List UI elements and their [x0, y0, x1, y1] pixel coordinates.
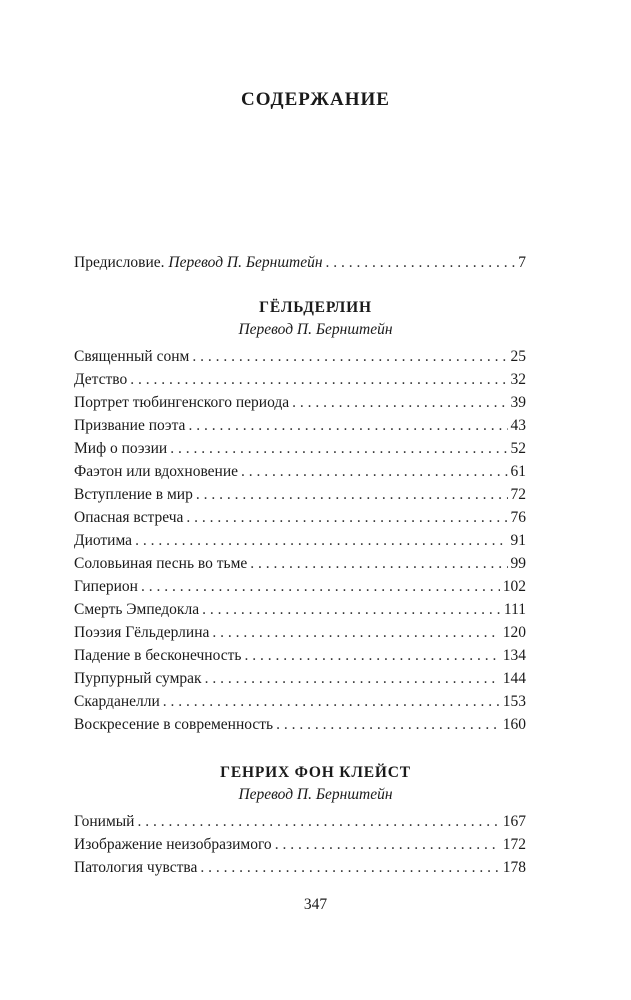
dot-leader — [170, 437, 507, 460]
dot-leader — [212, 621, 499, 644]
toc-entry[interactable] — [74, 575, 526, 598]
toc-entry-page: 76 — [510, 509, 526, 526]
toc-entry-title: Детство — [74, 371, 128, 388]
toc-entry-title: Вступление в мир — [74, 486, 193, 503]
toc-entry-title: Воскресение в современность — [74, 716, 274, 733]
dot-leader — [202, 598, 501, 621]
toc-entry-page: 102 — [502, 578, 526, 595]
dot-leader — [276, 713, 500, 736]
toc-entry[interactable] — [74, 621, 526, 644]
page-number: 347 — [303, 896, 328, 913]
toc-entry-page: 172 — [502, 836, 526, 853]
toc-entry[interactable] — [74, 552, 526, 575]
toc-entry-title: Призвание поэта — [74, 417, 186, 434]
toc-entry-title: Гонимый — [74, 813, 135, 830]
dot-leader — [326, 251, 516, 274]
toc-entry-page: 111 — [503, 601, 526, 618]
toc-entry[interactable] — [74, 391, 526, 414]
toc-entry-title: Священный сонм — [74, 348, 190, 365]
dot-leader — [292, 391, 507, 414]
dot-leader — [163, 690, 500, 713]
toc-entry-title: Изображение неизобразимого — [74, 836, 272, 853]
toc-entry-title: Опасная встреча — [74, 509, 184, 526]
section-title: ГЁЛЬДЕРЛИН — [259, 299, 372, 316]
toc-entry[interactable] — [74, 713, 526, 736]
toc-entry-page: 134 — [502, 647, 526, 664]
toc-entry[interactable] — [74, 598, 526, 621]
toc-entry-title: Соловьиная песнь во тьме — [74, 555, 248, 572]
section-title: ГЕНРИХ ФОН КЛЕЙСТ — [220, 764, 411, 781]
dot-leader — [241, 460, 507, 483]
dot-leader — [130, 368, 507, 391]
dot-leader — [141, 575, 500, 598]
toc-entry-page: 61 — [510, 463, 526, 480]
toc-entry[interactable] — [74, 437, 526, 460]
dot-leader — [188, 414, 507, 437]
toc-preface — [74, 251, 526, 274]
toc-entry-page: 32 — [510, 371, 526, 388]
toc-entry[interactable] — [74, 690, 526, 713]
toc-entry-page: 25 — [510, 348, 526, 365]
toc-section-holderlin — [74, 345, 526, 736]
toc-entry[interactable] — [74, 483, 526, 506]
dot-leader — [135, 529, 507, 552]
toc-entry-page: 91 — [510, 532, 526, 549]
toc-entry[interactable] — [74, 414, 526, 437]
toc-entry-title: Фаэтон или вдохновение — [74, 463, 239, 480]
page-title: СОДЕРЖАНИЕ — [241, 89, 390, 110]
toc-entry-page: 153 — [502, 693, 526, 710]
toc-entry-page: 120 — [502, 624, 526, 641]
dot-leader — [196, 483, 508, 506]
toc-entry[interactable] — [74, 667, 526, 690]
toc-entry-title: Скарданелли — [74, 693, 160, 710]
toc-entry-title: Падение в бесконечность — [74, 647, 242, 664]
toc-entry-page: 178 — [502, 859, 526, 876]
section-translator: Перевод П. Бернштейн — [238, 786, 393, 803]
toc-entry[interactable] — [74, 345, 526, 368]
toc-entry-title: Предисловие. Перевод П. Бернштейн — [74, 254, 323, 271]
toc-entry[interactable] — [74, 810, 526, 833]
toc-entry-title: Портрет тюбингенского периода — [74, 394, 290, 411]
toc-entry-title: Диотима — [74, 532, 133, 549]
dot-leader — [200, 856, 499, 879]
toc-entry-page: 43 — [510, 417, 526, 434]
dot-leader — [250, 552, 507, 575]
dot-leader — [275, 833, 500, 856]
toc-entry[interactable] — [74, 368, 526, 391]
dot-leader — [244, 644, 499, 667]
toc-entry-page: 72 — [510, 486, 526, 503]
toc-entry-page: 167 — [502, 813, 526, 830]
toc-entry[interactable] — [74, 251, 526, 274]
toc-entry-title: Пурпурный сумрак — [74, 670, 202, 687]
section-heading-holderlin — [0, 297, 631, 341]
section-heading-kleist — [0, 762, 631, 806]
toc-entry[interactable] — [74, 644, 526, 667]
dot-leader — [205, 667, 500, 690]
section-translator: Перевод П. Бернштейн — [238, 321, 393, 338]
dot-leader — [137, 810, 499, 833]
toc-entry[interactable] — [74, 856, 526, 879]
dot-leader — [186, 506, 507, 529]
toc-entry-page: 39 — [510, 394, 526, 411]
toc-entry-title: Поэзия Гёльдерлина — [74, 624, 210, 641]
toc-entry-page: 7 — [518, 254, 526, 271]
toc-entry-page: 160 — [502, 716, 526, 733]
toc-entry[interactable] — [74, 506, 526, 529]
toc-entry-page: 99 — [510, 555, 526, 572]
toc-entry-title: Гиперион — [74, 578, 138, 595]
toc-entry[interactable] — [74, 833, 526, 856]
toc-entry[interactable] — [74, 529, 526, 552]
dot-leader — [192, 345, 507, 368]
toc-entry-page: 52 — [510, 440, 526, 457]
toc-entry-translator: Перевод П. Бернштейн — [168, 254, 323, 271]
toc-section-kleist — [74, 810, 526, 879]
toc-entry-title: Миф о поэзии — [74, 440, 168, 457]
toc-entry-title: Смерть Эмпедокла — [74, 601, 200, 618]
toc-entry[interactable] — [74, 460, 526, 483]
toc-entry-page: 144 — [502, 670, 526, 687]
toc-entry-title: Патология чувства — [74, 859, 198, 876]
